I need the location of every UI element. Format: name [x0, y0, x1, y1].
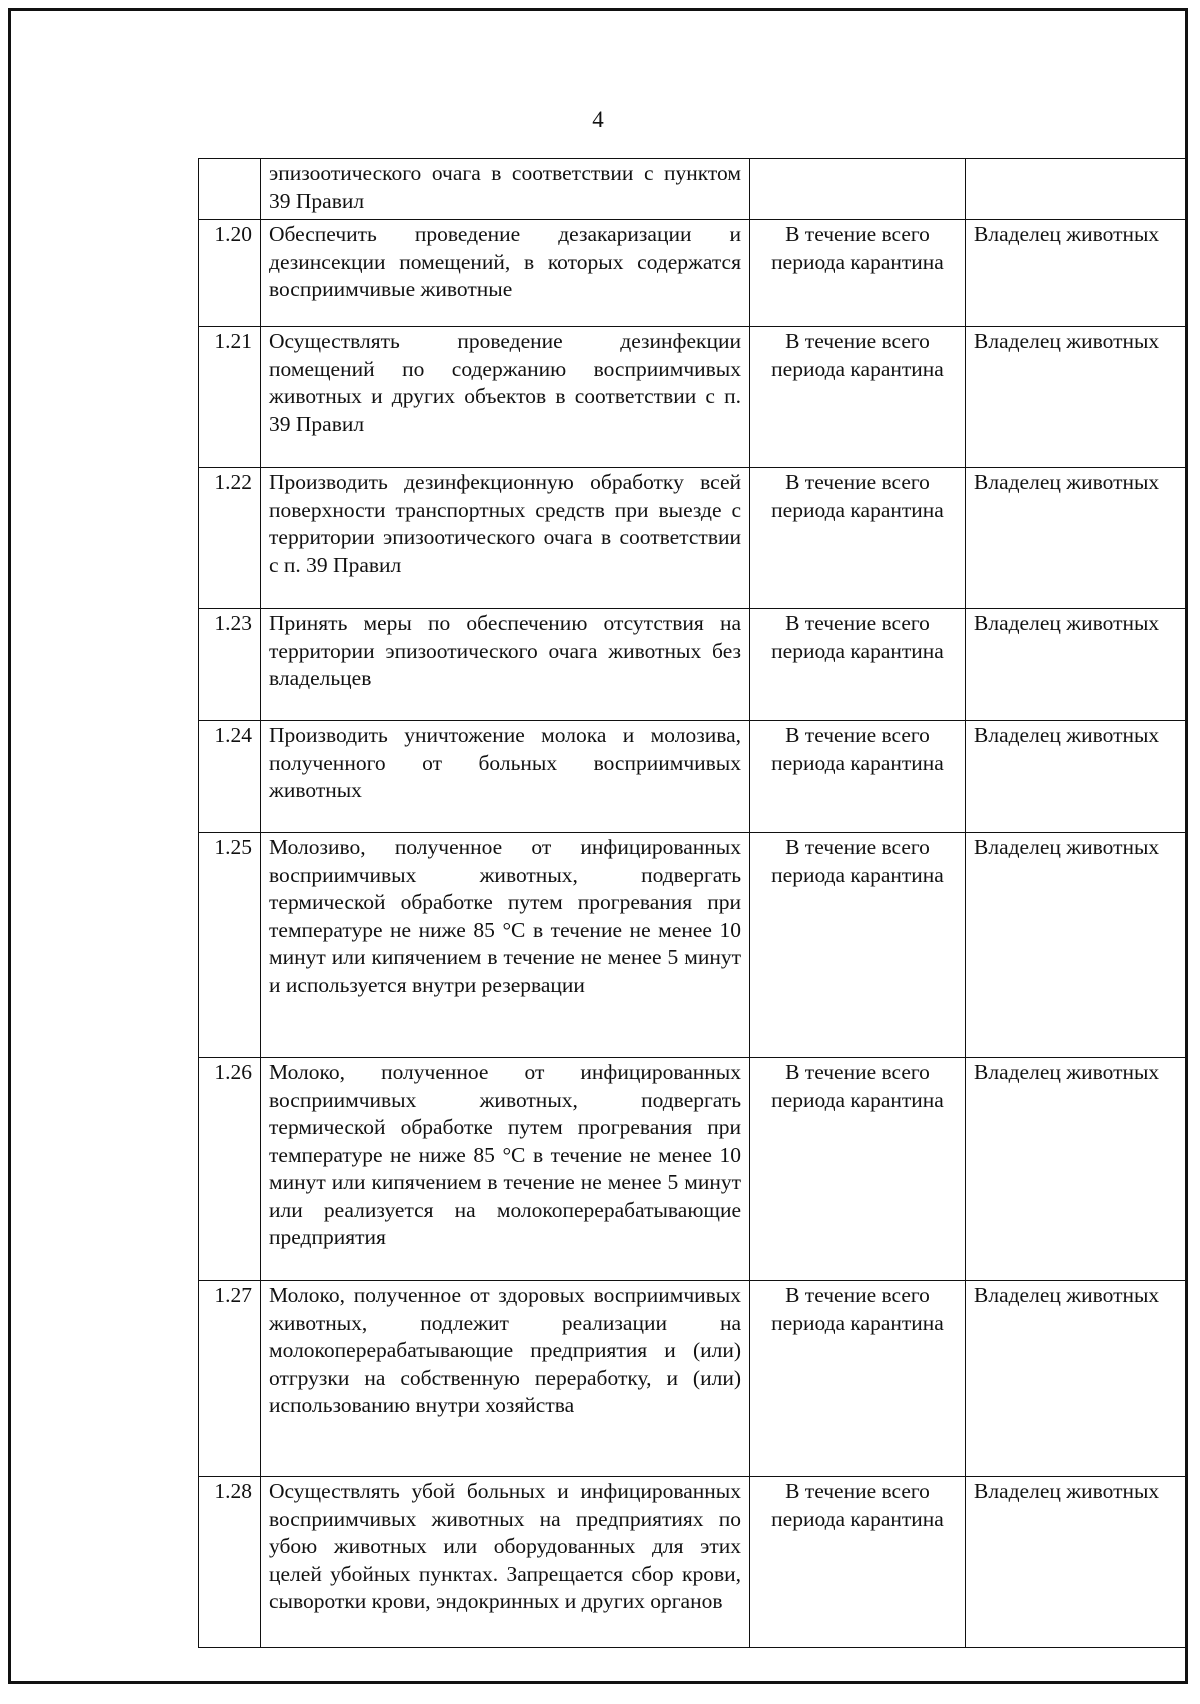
measure-text: Молоко, полученное от здоровых восприимчивых животных, подлежит реализации на молокоперерабатывающие предприятия и (или) отгрузки на собственную переработку, и (или) использованию внутри хозяйства	[261, 1281, 750, 1477]
item-number: 1.25	[199, 833, 261, 1058]
item-number: 1.26	[199, 1058, 261, 1281]
item-number: 1.22	[199, 468, 261, 609]
table-row	[199, 220, 1187, 327]
responsible-cell: Владелец животных	[966, 833, 1187, 1058]
term-cell: В течение всего периода карантина	[750, 833, 966, 1058]
measure-text: Молоко, полученное от инфицированных восприимчивых животных, подвергать термической обработке путем прогревания при температуре не ниже 85 °С в течение не менее 10 минут или кипячением в течение не менее 5 минут или реализуется на молокоперерабатывающие предприятия	[261, 1058, 750, 1281]
item-number: 1.20	[199, 220, 261, 327]
responsible-cell: Владелец животных	[966, 1477, 1187, 1648]
measure-text: Осуществлять проведение дезинфекции помещений по содержанию восприимчивых животных и других объектов в соответствии с п. 39 Правил	[261, 327, 750, 468]
table-row	[199, 468, 1187, 609]
responsible-cell: Владелец животных	[966, 220, 1187, 327]
measure-text: эпизоотического очага в соответствии с пунктом 39 Правил	[261, 159, 750, 220]
term-cell: В течение всего периода карантина	[750, 220, 966, 327]
measure-text: Производить дезинфекционную обработку всей поверхности транспортных средств при выезде с территории эпизоотического очага в соответствии с п. 39 Правил	[261, 468, 750, 609]
item-number: 1.21	[199, 327, 261, 468]
measure-text: Принять меры по обеспечению отсутствия на территории эпизоотического очага животных без владельцев	[261, 609, 750, 721]
table-row	[199, 1058, 1187, 1281]
item-number: 1.23	[199, 609, 261, 721]
page-number: 4	[592, 107, 604, 132]
measure-text: Осуществлять убой больных и инфицированных восприимчивых животных на предприятиях по убою животных или оборудованных для этих целей убойных пунктах. Запрещается сбор крови, сыворотки крови, эндокринных и других органов	[261, 1477, 750, 1648]
table-row	[199, 159, 1187, 220]
term-cell: В течение всего периода карантина	[750, 468, 966, 609]
term-cell: В течение всего периода карантина	[750, 1281, 966, 1477]
measure-text: Молозиво, полученное от инфицированных восприимчивых животных, подвергать термической обработке путем прогревания при температуре не ниже 85 °С в течение не менее 10 минут или кипячением в течение не менее 5 минут и используется внутри резервации	[261, 833, 750, 1058]
table-row	[199, 1281, 1187, 1477]
item-number	[199, 159, 261, 220]
term-cell: В течение всего периода карантина	[750, 721, 966, 833]
responsible-cell: Владелец животных	[966, 1281, 1187, 1477]
table-row	[199, 1477, 1187, 1648]
term-cell	[750, 159, 966, 220]
document-page	[8, 8, 1188, 1684]
table-row	[199, 327, 1187, 468]
term-cell: В течение всего периода карантина	[750, 1058, 966, 1281]
responsible-cell: Владелец животных	[966, 609, 1187, 721]
measure-text: Производить уничтожение молока и молозива, полученного от больных восприимчивых животных	[261, 721, 750, 833]
responsible-cell: Владелец животных	[966, 327, 1187, 468]
term-cell: В течение всего периода карантина	[750, 609, 966, 721]
term-cell: В течение всего периода карантина	[750, 327, 966, 468]
item-number: 1.24	[199, 721, 261, 833]
responsible-cell: Владелец животных	[966, 721, 1187, 833]
term-cell: В течение всего периода карантина	[750, 1477, 966, 1648]
responsible-cell: Владелец животных	[966, 468, 1187, 609]
table-row	[199, 833, 1187, 1058]
item-number: 1.27	[199, 1281, 261, 1477]
measures-table	[198, 158, 1187, 1648]
item-number: 1.28	[199, 1477, 261, 1648]
table-row	[199, 721, 1187, 833]
responsible-cell: Владелец животных	[966, 1058, 1187, 1281]
responsible-cell	[966, 159, 1187, 220]
table-row	[199, 609, 1187, 721]
measure-text: Обеспечить проведение дезакаризации и дезинсекции помещений, в которых содержатся восприимчивые животные	[261, 220, 750, 327]
